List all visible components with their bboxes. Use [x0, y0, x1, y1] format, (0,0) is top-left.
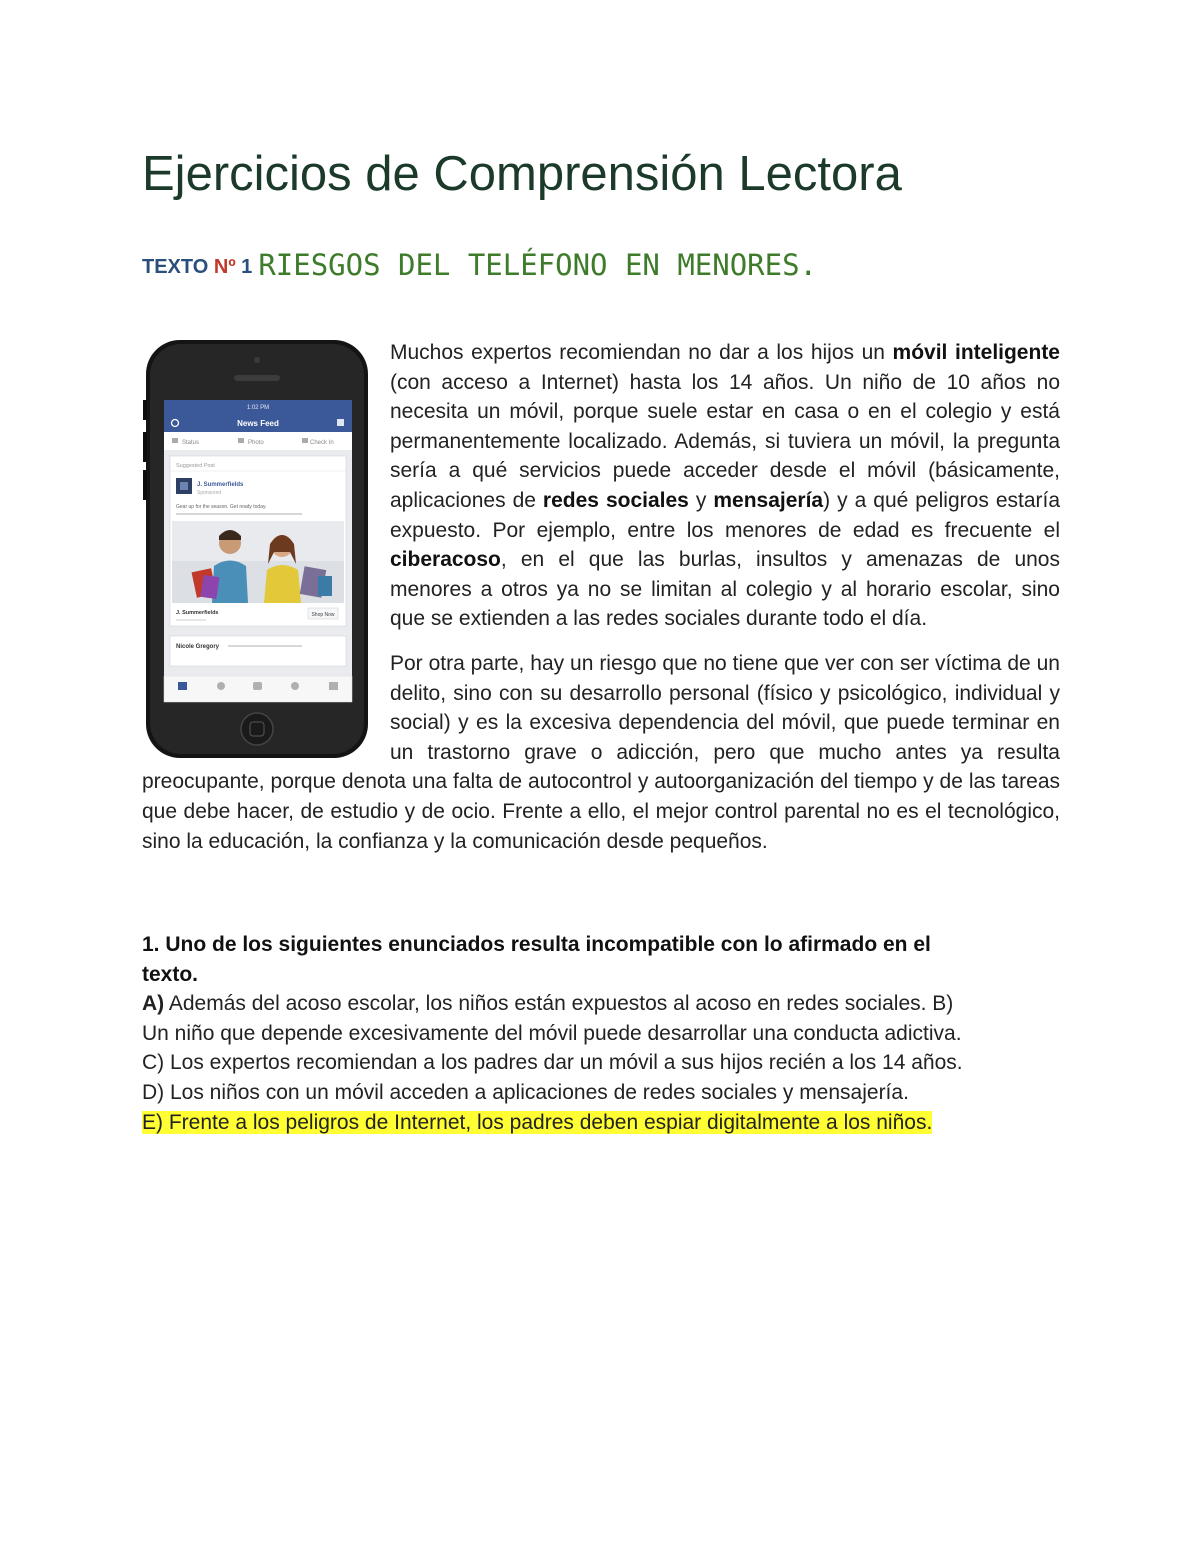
- nav-title: News Feed: [237, 419, 279, 428]
- keyword-social-networks: redes sociales: [542, 488, 689, 512]
- paragraph-2: Por otra parte, hay un riesgo que no tiene que ver con ser víctima de un delito, sino con su desarrollo personal (físico y psicológico, individual y social) y es la excesiva dependencia del móvil, que puede terminar en un trastorno grave o adicción, pero que mucho antes ya resulta preocupante, porque denota una falta de autocontrol y autoorganización del tiempo y de las tareas que debe hacer, de estudio y de ocio. Frente a ello, el mejor control parental no es el tecnológico, sino la educación, la confianza y la comunicación desde pequeños.: [142, 651, 1060, 853]
- paragraph-1-part: (con acceso a Internet) hasta los 14 años. Un niño de 10 años no necesita un móvil, porque suele estar en casa o en el colegio y está permanentemente localizado. Además, si tuviera un móvil, la pregunta sería a qué servicios puede acceder desde el móvil (básicamente, aplicaciones de: [390, 370, 1060, 512]
- text-subject: RIESGOS DEL TELÉFONO EN MENORES.: [258, 248, 818, 282]
- text-heading: [142, 246, 817, 280]
- option-c: C) Los expertos recomiendan a los padres dar un móvil a sus hijos recién a los 14 años.: [142, 1051, 963, 1075]
- page-title: Ejercicios de Comprensión Lectora: [142, 147, 902, 201]
- status-time: 1:02 PM: [246, 405, 270, 411]
- suggested-post-label: Suggested Post: [176, 463, 215, 469]
- tab-status: Status: [182, 440, 200, 446]
- page-sponsored: Sponsored: [197, 490, 222, 496]
- option-a: [142, 989, 1072, 1019]
- tab-check-in: Check In: [310, 440, 334, 446]
- post-footer-name: J. Summerfields: [176, 610, 219, 616]
- option-e: [142, 1108, 1072, 1138]
- shop-now-label: Shop Now: [311, 612, 335, 618]
- keyword-cyberbullying: ciberacoso: [390, 548, 501, 572]
- option-a-label: A): [142, 992, 165, 1016]
- text-label-number: 1: [235, 256, 253, 278]
- option-e-highlighted: E) Frente a los peligros de Internet, los padres deben espiar digitalmente a los niños.: [142, 1110, 933, 1134]
- question-title-cont: texto.: [142, 962, 199, 986]
- text-label-word: TEXTO: [142, 256, 214, 278]
- question-1: [142, 930, 1072, 1137]
- option-a-text: Además del acoso escolar, los niños están expuestos al acoso en redes sociales. B): [164, 992, 954, 1016]
- question-title: 1. Uno de los siguientes enunciados resulta incompatible con lo afirmado en el: [142, 933, 931, 956]
- keyword-smartphone: móvil inteligente: [892, 341, 1060, 364]
- option-d: D) Los niños con un móvil acceden a aplicaciones de redes sociales y mensajería.: [142, 1080, 909, 1104]
- keyword-messaging: mensajería: [713, 488, 824, 512]
- article-body: [142, 338, 1060, 871]
- option-b: Un niño que depende excesivamente del móvil puede desarrollar una conducta adictiva.: [142, 1021, 962, 1045]
- second-post-name: Nicole Gregory: [176, 644, 220, 650]
- paragraph-1-part: , en el que las burlas, insultos y amenazas de unos menores a otros ya no se limitan al colegio y al horario escolar, sino que se extienden a las redes sociales durante todo el día.: [390, 548, 1060, 631]
- paragraph-1-part: y: [688, 488, 714, 512]
- paragraph-1-part: ) y a qué peligros estaría expuesto. Por ejemplo, entre los menores de edad es frecuente el: [390, 488, 1061, 542]
- text-label-number-sign: Nº: [213, 256, 236, 278]
- paragraph-1-part: Muchos expertos recomiendan no dar a los hijos un: [390, 341, 893, 364]
- text-label: [142, 256, 252, 278]
- page-name: J. Summerfields: [197, 482, 244, 488]
- post-text: Gear up for the season. Get ready today.: [176, 504, 267, 510]
- tab-photo: Photo: [248, 440, 264, 446]
